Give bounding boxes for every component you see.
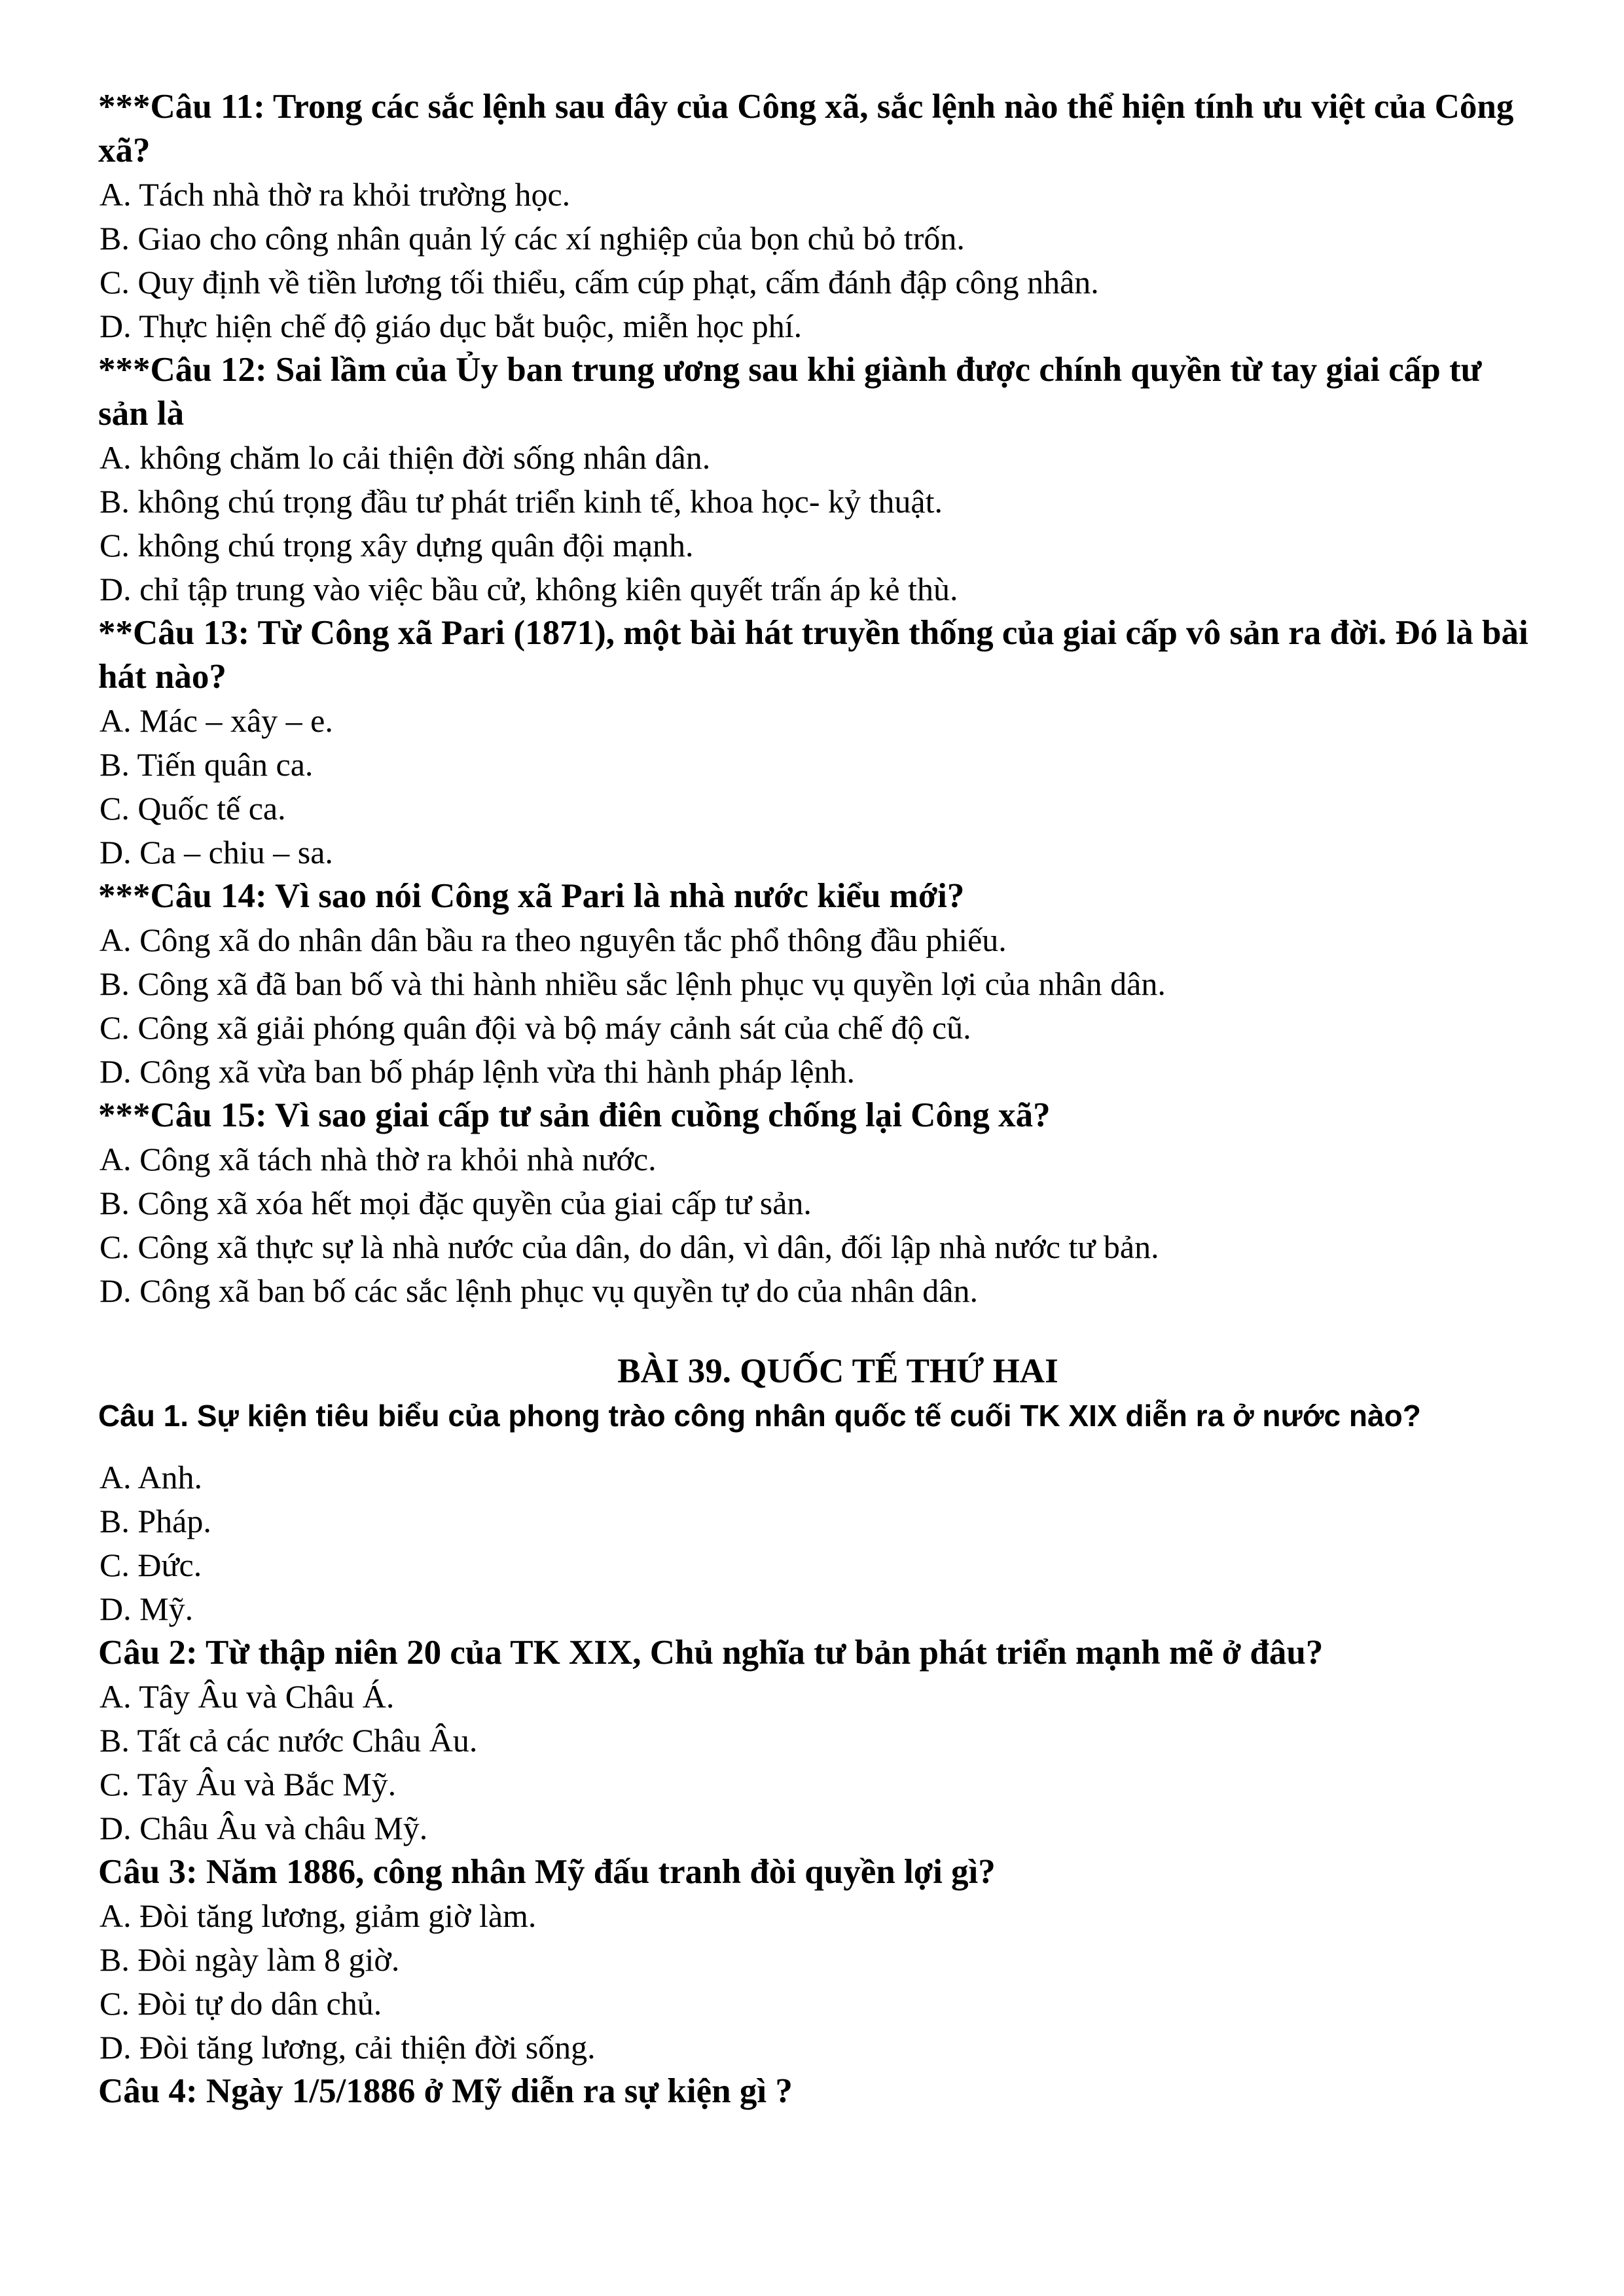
option-11-d: D. Thực hiện chế độ giáo dục bắt buộc, miễn học phí.: [99, 308, 803, 344]
section-option-2-b: B. Tất cả các nước Châu Âu.: [99, 1722, 478, 1759]
question-block-11: [98, 85, 1538, 348]
question-block-12: [98, 348, 1538, 611]
section-option-2-c: C. Tây Âu và Bắc Mỹ.: [99, 1766, 397, 1803]
document-page: [98, 85, 1538, 2113]
section-option-3-c: C. Đòi tự do dân chủ.: [99, 1985, 382, 2022]
option-11-b: B. Giao cho công nhân quản lý các xí nghiệp của bọn chủ bỏ trốn.: [99, 220, 965, 257]
option-11-a: A. Tách nhà thờ ra khỏi trường học.: [99, 176, 571, 213]
question-14: ***Câu 14: Vì sao nói Công xã Pari là nhà nước kiểu mới?: [98, 877, 965, 915]
section-question-block-1: [98, 1394, 1538, 1631]
option-14-d: D. Công xã vừa ban bố pháp lệnh vừa thi hành pháp lệnh.: [99, 1053, 855, 1090]
option-13-a: A. Mác – xây – e.: [99, 702, 333, 739]
section-option-3-b: B. Đòi ngày làm 8 giờ.: [99, 1941, 400, 1978]
option-15-a: A. Công xã tách nhà thờ ra khỏi nhà nước.: [99, 1141, 657, 1177]
section-option-1-b: B. Pháp.: [99, 1503, 211, 1539]
section-option-3-a: A. Đòi tăng lương, giảm giờ làm.: [99, 1897, 537, 1934]
option-15-c: C. Công xã thực sự là nhà nước của dân, do dân, vì dân, đối lập nhà nước tư bản.: [99, 1229, 1159, 1265]
section-title: BÀI 39. QUỐC TẾ THỨ HAI: [617, 1352, 1058, 1390]
option-13-b: B. Tiến quân ca.: [99, 746, 314, 783]
section-question-1: Câu 1. Sự kiện tiêu biểu của phong trào công nhân quốc tế cuối TK XIX diễn ra ở nước nào?: [98, 1399, 1421, 1433]
option-11-c: C. Quy định về tiền lương tối thiểu, cấm cúp phạt, cấm đánh đập công nhân.: [99, 264, 1099, 300]
option-12-b: B. không chú trọng đầu tư phát triển kinh tế, khoa học- kỷ thuật.: [99, 483, 943, 520]
option-12-a: A. không chăm lo cải thiện đời sống nhân dân.: [99, 439, 711, 476]
section-option-1-c: C. Đức.: [99, 1547, 202, 1583]
option-14-a: A. Công xã do nhân dân bầu ra theo nguyên tắc phổ thông đầu phiếu.: [99, 922, 1007, 958]
section-question-block-3: [98, 1850, 1538, 2070]
option-15-b: B. Công xã xóa hết mọi đặc quyền của giai cấp tư sản.: [99, 1185, 812, 1221]
section-option-2-d: D. Châu Âu và châu Mỹ.: [99, 1810, 428, 1846]
question-15: ***Câu 15: Vì sao giai cấp tư sản điên cuồng chống lại Công xã?: [98, 1096, 1051, 1134]
section-option-3-d: D. Đòi tăng lương, cải thiện đời sống.: [99, 2029, 596, 2066]
question-block-15: [98, 1094, 1538, 1313]
option-13-d: D. Ca – chiu – sa.: [99, 834, 333, 870]
section-option-1-d: D. Mỹ.: [99, 1590, 194, 1627]
section-question-4: Câu 4: Ngày 1/5/1886 ở Mỹ diễn ra sự kiện gì ?: [98, 2072, 793, 2110]
section-option-2-a: A. Tây Âu và Châu Á.: [99, 1678, 395, 1715]
question-block-14: [98, 874, 1538, 1094]
option-14-b: B. Công xã đã ban bố và thi hành nhiều sắc lệnh phục vụ quyền lợi của nhân dân.: [99, 965, 1166, 1002]
option-13-c: C. Quốc tế ca.: [99, 790, 286, 827]
section-question-3: Câu 3: Năm 1886, công nhân Mỹ đấu tranh đòi quyền lợi gì?: [98, 1853, 996, 1891]
section-question-block-4: [98, 2070, 1538, 2113]
section-question-2: Câu 2: Từ thập niên 20 của TK XIX, Chủ nghĩa tư bản phát triển mạnh mẽ ở đâu?: [98, 1634, 1324, 1672]
question-13: **Câu 13: Từ Công xã Pari (1871), một bài hát truyền thống của giai cấp vô sản ra đời. Đó là bài hát nào?: [98, 614, 1528, 696]
option-14-c: C. Công xã giải phóng quân đội và bộ máy cảnh sát của chế độ cũ.: [99, 1009, 971, 1046]
question-12: ***Câu 12: Sai lầm của Ủy ban trung ương sau khi giành được chính quyền từ tay giai cấp tư sản là: [98, 351, 1482, 433]
question-11: ***Câu 11: Trong các sắc lệnh sau đây của Công xã, sắc lệnh nào thể hiện tính ưu việt của Công xã?: [98, 88, 1514, 170]
section-question-block-2: [98, 1631, 1538, 1850]
option-12-d: D. chỉ tập trung vào việc bầu cử, không kiên quyết trấn áp kẻ thù.: [99, 571, 958, 607]
option-12-c: C. không chú trọng xây dựng quân đội mạnh.: [99, 527, 694, 564]
option-15-d: D. Công xã ban bố các sắc lệnh phục vụ quyền tự do của nhân dân.: [99, 1272, 978, 1309]
question-block-13: [98, 611, 1538, 874]
section-option-1-a: A. Anh.: [99, 1459, 202, 1496]
